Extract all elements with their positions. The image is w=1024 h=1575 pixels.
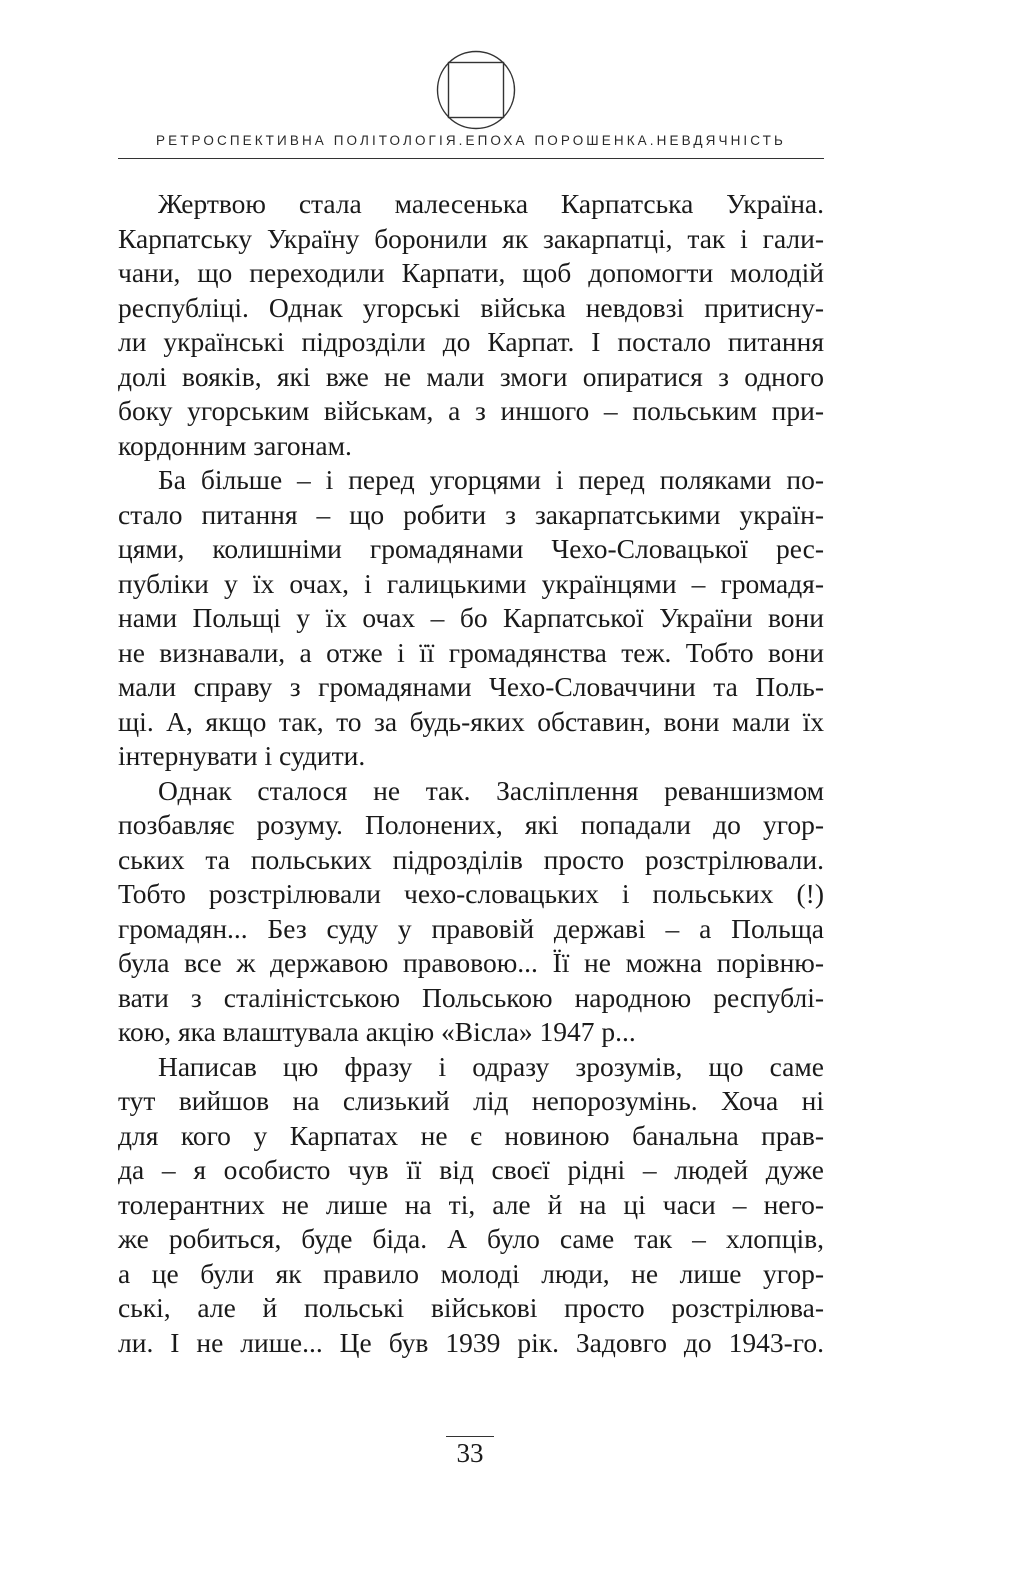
text-line: кою, яка влаштувала акцію «Вісла» 1947 р... [118,1016,636,1047]
text-line: тут вийшов на слизький лід непорозумінь. Хоча ні [118,1085,824,1116]
text-line: нами Польщі у їх очах – бо Карпатської України вони [118,602,824,633]
page-number: 33 [456,1438,484,1468]
text-line: громадян... Без суду у правовій державі – а Польща [118,912,824,944]
text-line: стало питання – що робити з закарпатськими україн- [118,498,824,530]
text-line: а це були як правило молоді люди, не лише угор- [118,1257,824,1289]
text-line: Тобто розстрілювали чехо-словацьких і польських (!) [118,878,824,909]
text-line: цями, колишніми громадянами Чехо-Словацької рес- [118,533,824,564]
text-line: була все ж державою правовою... Її не можна порівню- [118,947,824,978]
text-line: ли українські підрозділи до Карпат. І постало питання [118,326,824,357]
text-line: республіці. Однак угорські війська невдовзі притисну- [118,291,824,323]
text-line: ських та польських підрозділів просто розстрілювали. [118,843,824,875]
text-line: же робиться, буде біда. А було саме так – хлопців, [118,1223,824,1254]
text-line: мали справу з громадянами Чехо-Словаччини та Поль- [118,671,824,702]
text-line: чани, що переходили Карпати, щоб допомогти молодій [118,257,824,288]
text-line: не визнавали, а отже і її громадянства теж. Тобто вони [118,636,824,668]
running-header: РЕТРОСПЕКТИВНА ПОЛІТОЛОГІЯ.ЕПОХА ПОРОШЕНКА.НЕВДЯЧНІСТЬ [156,133,786,148]
text-line: ські, але й польські військові просто розстрілюва- [118,1292,824,1323]
text-line: толерантних не лише на ті, але й на ці часи – него- [118,1188,824,1220]
text-line: позбавляє розуму. Полонених, які попадали до угор- [118,809,824,840]
text-line: публіки у їх очах, і галицькими українцями – громадя- [118,567,824,599]
circle-square-emblem-icon [434,48,518,132]
header-divider [118,158,824,159]
text-line: вати з сталіністською Польською народною республі- [118,981,824,1013]
text-line: боку угорським військам, а з иншого – польським при- [118,395,824,426]
text-line: щі. А, якщо так, то за будь-яких обставин, вони мали їх [118,705,824,737]
body-text [118,187,824,1360]
text-line: Карпатську Україну боронили як закарпатці, так і гали- [118,222,824,254]
text-line: долі вояків, які вже не мали змоги опиратися з одного [118,360,824,392]
text-line: Ба більше – і перед угорцями і перед поляками по- [158,464,824,495]
text-line: для кого у Карпатах не є новиною банальна прав- [118,1119,824,1151]
text-line: кордонним загонам. [118,429,352,461]
text-line: Написав цю фразу і одразу зрозумів, що саме [158,1050,824,1082]
text-line: ли. І не лише... Це був 1939 рік. Задовго до 1943-го. [118,1326,824,1358]
text-line: інтернувати і судити. [118,740,366,771]
text-line: да – я особисто чув її від своєї рідні – людей дуже [118,1154,824,1185]
text-line: Однак сталося не так. Засліплення реваншизмом [158,774,824,806]
page-number-rule [446,1436,494,1437]
text-line: Жертвою стала малесенька Карпатська Україна. [158,188,824,219]
